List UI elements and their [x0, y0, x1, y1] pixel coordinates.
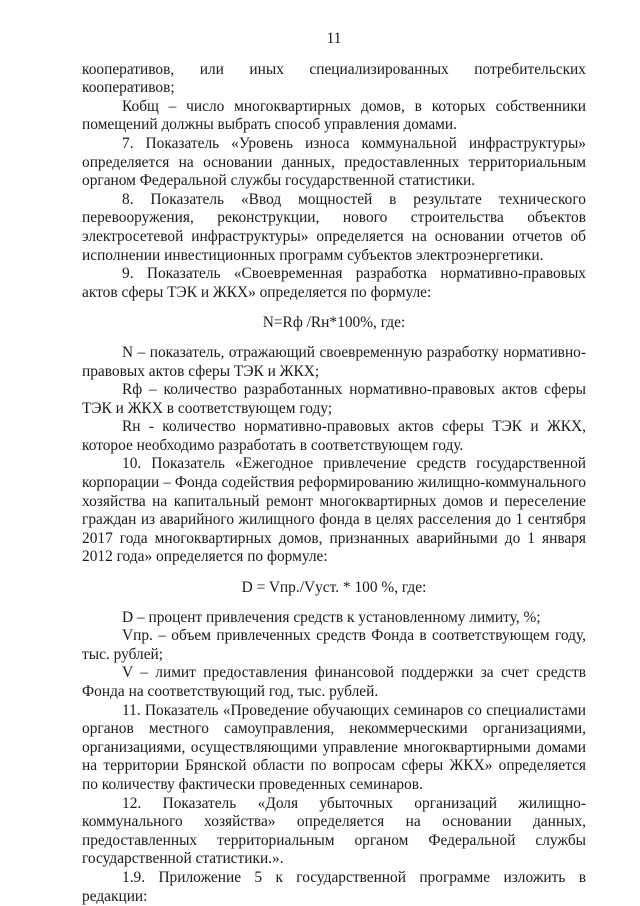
page-number: 11 — [326, 30, 342, 47]
paragraph: 1.9. Приложение 5 к государственной программе изложить в редакции: — [82, 868, 586, 905]
paragraph: V – лимит предоставления финансовой поддержки за счет средств Фонда на соответствующий год, тыс. рублей. — [82, 664, 586, 700]
paragraph: кооперативов, или иных специализированных потребительских кооперативов; — [82, 60, 586, 97]
paragraph: 8. Показатель «Ввод мощностей в результате технического перевооружения, реконструкции, нового строительства объектов электросетевой инфраструктуры» определяется на основании отчетов об исполнении инвестиционных программ субъектов электроэнергетики. — [82, 190, 586, 264]
paragraph: Rн - количество нормативно-правовых актов сферы ТЭК и ЖКХ, которое необходимо разработать в соответствующем году. — [82, 418, 586, 454]
paragraph: 11. Показатель «Проведение обучающих семинаров со специалистами органов местного самоуправления, некоммерческими организациями, организациями, осуществляющими управление многоквартирными домами на территории Брянской области по вопросам сферы ЖКХ» определяется по количеству фактически проведенных семинаров. — [82, 701, 586, 793]
section-bottom — [82, 609, 586, 906]
paragraph: 12. Показатель «Доля убыточных организаций жилищно-коммунального хозяйства» определяется на основании данных, предоставленных территориальным органом Федеральной службы государственной статистики.». — [82, 794, 586, 868]
paragraph: N – показатель, отражающий своевременную разработку нормативно-правовых актов сферы ТЭК и ЖКХ; — [82, 343, 586, 380]
section-mid — [82, 344, 586, 567]
formula-d: D = Vпр./Vуст. * 100 %, где: — [241, 579, 427, 597]
paragraph: Vпр. – объем привлеченных средств Фонда в соответствующем году, тыс. рублей; — [82, 627, 586, 663]
paragraph: 7. Показатель «Уровень износа коммунальной инфраструктуры» определяется на основании данных, предоставленных территориальным органом Федеральной службы государственной статистики. — [82, 134, 586, 190]
section-top — [82, 61, 586, 303]
paragraph: Rф – количество разработанных нормативно-правовых актов сферы ТЭК и ЖКХ в соответствующем году; — [82, 381, 586, 417]
paragraph: 9. Показатель «Своевременная разработка нормативно-правовых актов сферы ТЭК и ЖКХ» определяется по формуле: — [82, 265, 586, 301]
paragraph: D – процент привлечения средств к установленному лимиту, %; — [122, 608, 541, 626]
paragraph: 10. Показатель «Ежегодное привлечение средств государственной корпорации – Фонда содействия реформированию жилищно-коммунального хозяйства на капитальный ремонт многоквартирных домов и переселение граждан из аварийного жилищного фонда в целях расселения до 1 сентября 2017 года многоквартирных домов, признанных аварийными до 1 января 2012 года» определяется по формуле: — [82, 455, 586, 566]
formula-n: N=Rф /Rн*100%, где: — [262, 314, 406, 332]
paragraph: Кобщ – число многоквартирных домов, в которых собственники помещений должны выбрать способ управления домами. — [82, 97, 586, 134]
